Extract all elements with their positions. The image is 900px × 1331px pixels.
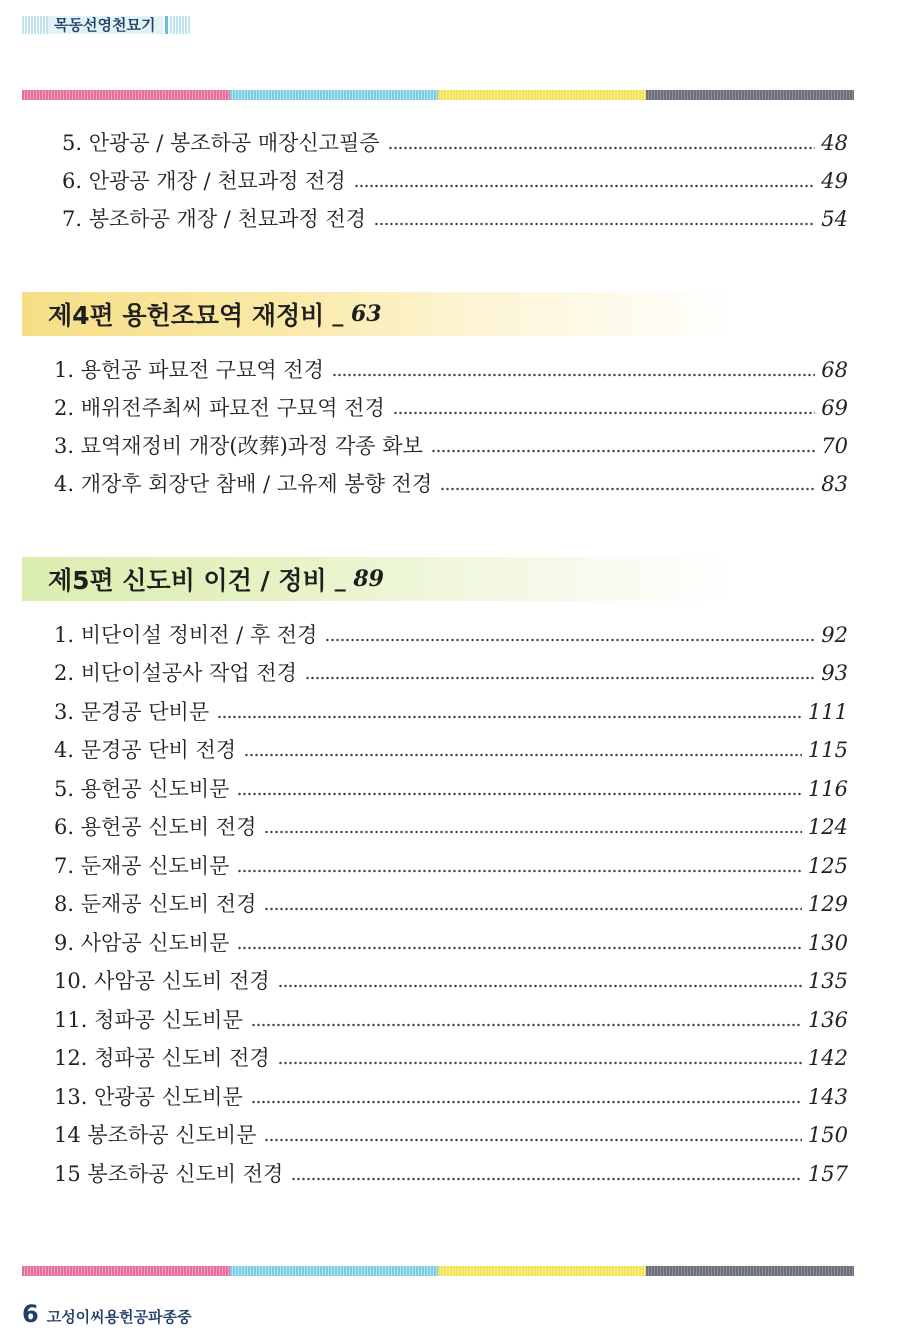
rule-segment-gray <box>646 90 854 100</box>
toc-entry[interactable] <box>54 964 848 998</box>
section-page: _ 89 <box>334 566 384 592</box>
toc-entry[interactable] <box>54 1157 848 1191</box>
toc-entry[interactable] <box>54 353 848 387</box>
bottom-color-rule <box>22 1266 854 1276</box>
section-page: _ 63 <box>332 301 382 327</box>
toc-entry-page: 125 <box>807 854 848 878</box>
toc-entry-label: 13. 안광공 신도비문 <box>54 1085 243 1109</box>
rule-segment-yellow <box>438 1266 646 1276</box>
toc-entry-label: 3. 문경공 단비문 <box>54 700 210 724</box>
toc-entry-label: 12. 청파공 신도비 전경 <box>54 1046 270 1070</box>
toc-entry[interactable] <box>62 164 848 198</box>
leader-dots <box>440 487 815 491</box>
toc-entry-page: 93 <box>821 661 848 685</box>
leader-dots <box>217 715 802 719</box>
leader-dots <box>251 1023 802 1027</box>
top-color-rule <box>22 90 854 100</box>
section5-heading[interactable] <box>22 557 862 601</box>
toc-entry-label: 1. 비단이설 정비전 / 후 전경 <box>54 623 318 647</box>
rule-segment-gray <box>646 1266 854 1276</box>
leader-dots <box>237 869 802 873</box>
toc-entry-page: 68 <box>821 358 848 382</box>
rule-segment-cyan <box>230 1266 438 1276</box>
toc-entry-page: 83 <box>821 472 848 496</box>
leader-dots <box>264 907 802 911</box>
toc-entry-page: 124 <box>807 815 848 839</box>
toc-entry-page: 143 <box>807 1085 848 1109</box>
toc-entry-page: 150 <box>807 1123 848 1147</box>
toc-entry-page: 49 <box>821 169 848 193</box>
toc-entry[interactable] <box>54 733 848 767</box>
toc-entry-page: 115 <box>807 738 848 762</box>
toc-entry[interactable] <box>54 1080 848 1114</box>
rule-segment-pink <box>22 1266 230 1276</box>
toc-entry-page: 48 <box>821 131 848 155</box>
toc-entry-page: 116 <box>807 777 848 801</box>
toc-entry[interactable] <box>54 849 848 883</box>
toc-entry[interactable] <box>54 1118 848 1152</box>
toc-entry[interactable] <box>54 695 848 729</box>
section-title: 제4편 용헌조묘역 재정비 <box>48 301 325 330</box>
toc-entry-page: 142 <box>807 1046 848 1070</box>
running-title: 목동선영천묘기 <box>48 16 163 34</box>
leader-dots <box>374 222 815 226</box>
toc-entry[interactable] <box>54 467 848 501</box>
running-header <box>22 14 190 36</box>
toc-entry-label: 3. 묘역재정비 개장(改葬)과정 각종 화보 <box>54 434 423 458</box>
toc-entry-label: 6. 용헌공 신도비 전경 <box>54 815 257 839</box>
toc-entry-label: 15 봉조하공 신도비 전경 <box>54 1162 284 1186</box>
toc-entry-page: 111 <box>807 700 848 724</box>
rule-segment-cyan <box>230 90 438 100</box>
toc-entry[interactable] <box>54 810 848 844</box>
toc-entry-label: 5. 안광공 / 봉조하공 매장신고필증 <box>62 131 380 155</box>
leader-dots <box>393 411 816 415</box>
leader-dots <box>305 676 815 680</box>
leader-dots <box>251 1100 802 1104</box>
toc-entry[interactable] <box>54 926 848 960</box>
leader-dots <box>388 146 816 150</box>
toc-entry[interactable] <box>54 391 848 425</box>
leader-dots <box>244 753 802 757</box>
page-footer <box>22 1300 192 1328</box>
leader-dots <box>237 946 802 950</box>
footer-book-title: 고성이씨용헌공파종중 <box>46 1308 192 1326</box>
toc-entry-label: 6. 안광공 개장 / 천묘과정 전경 <box>62 169 346 193</box>
header-stripe-decoration-right <box>170 16 190 34</box>
leader-dots <box>291 1177 802 1181</box>
leader-dots <box>264 830 802 834</box>
toc-entry[interactable] <box>54 887 848 921</box>
toc-entry-label: 14 봉조하공 신도비문 <box>54 1123 257 1147</box>
toc-entry[interactable] <box>62 126 848 160</box>
toc-entry[interactable] <box>54 772 848 806</box>
section-title: 제5편 신도비 이건 / 정비 <box>48 566 327 595</box>
section4-heading[interactable] <box>22 292 862 336</box>
toc-entry-page: 136 <box>807 1008 848 1032</box>
toc-entry[interactable] <box>54 429 848 463</box>
toc-entry[interactable] <box>54 656 848 690</box>
leader-dots <box>325 638 815 642</box>
toc-entry-label: 8. 둔재공 신도비 전경 <box>54 892 257 916</box>
header-bar-decoration <box>165 16 168 34</box>
toc-entry-page: 130 <box>807 931 848 955</box>
toc-entry-page: 69 <box>821 396 848 420</box>
rule-segment-yellow <box>438 90 646 100</box>
toc-entry-label: 2. 비단이설공사 작업 전경 <box>54 661 297 685</box>
toc-entry[interactable] <box>54 618 848 652</box>
toc-entry[interactable] <box>62 202 848 236</box>
toc-entry-page: 129 <box>807 892 848 916</box>
toc-entry-page: 135 <box>807 969 848 993</box>
toc-entry-page: 157 <box>807 1162 848 1186</box>
toc-entry-page: 70 <box>821 434 848 458</box>
leader-dots <box>332 373 815 377</box>
toc-entry-label: 5. 용헌공 신도비문 <box>54 777 230 801</box>
leader-dots <box>278 984 802 988</box>
toc-entry-label: 7. 봉조하공 개장 / 천묘과정 전경 <box>62 207 366 231</box>
toc-entry-page: 54 <box>821 207 848 231</box>
leader-dots <box>237 792 802 796</box>
leader-dots <box>431 449 815 453</box>
toc-entry-label: 9. 사암공 신도비문 <box>54 931 230 955</box>
toc-entry-label: 1. 용헌공 파묘전 구묘역 전경 <box>54 358 324 382</box>
leader-dots <box>264 1138 802 1142</box>
header-stripe-decoration <box>22 16 48 34</box>
toc-entry-label: 2. 배위전주최씨 파묘전 구묘역 전경 <box>54 396 385 420</box>
toc-entry-page: 92 <box>821 623 848 647</box>
toc-entry-label: 11. 청파공 신도비문 <box>54 1008 243 1032</box>
toc-entry[interactable] <box>54 1041 848 1075</box>
toc-entry-label: 10. 사암공 신도비 전경 <box>54 969 270 993</box>
leader-dots <box>278 1061 802 1065</box>
toc-entry-label: 7. 둔재공 신도비문 <box>54 854 230 878</box>
toc-entry[interactable] <box>54 1003 848 1037</box>
leader-dots <box>354 184 816 188</box>
toc-entry-label: 4. 문경공 단비 전경 <box>54 738 237 762</box>
toc-entry-label: 4. 개장후 회장단 참배 / 고유제 봉향 전경 <box>54 472 433 496</box>
footer-page-number: 6 <box>22 1300 39 1328</box>
rule-segment-pink <box>22 90 230 100</box>
